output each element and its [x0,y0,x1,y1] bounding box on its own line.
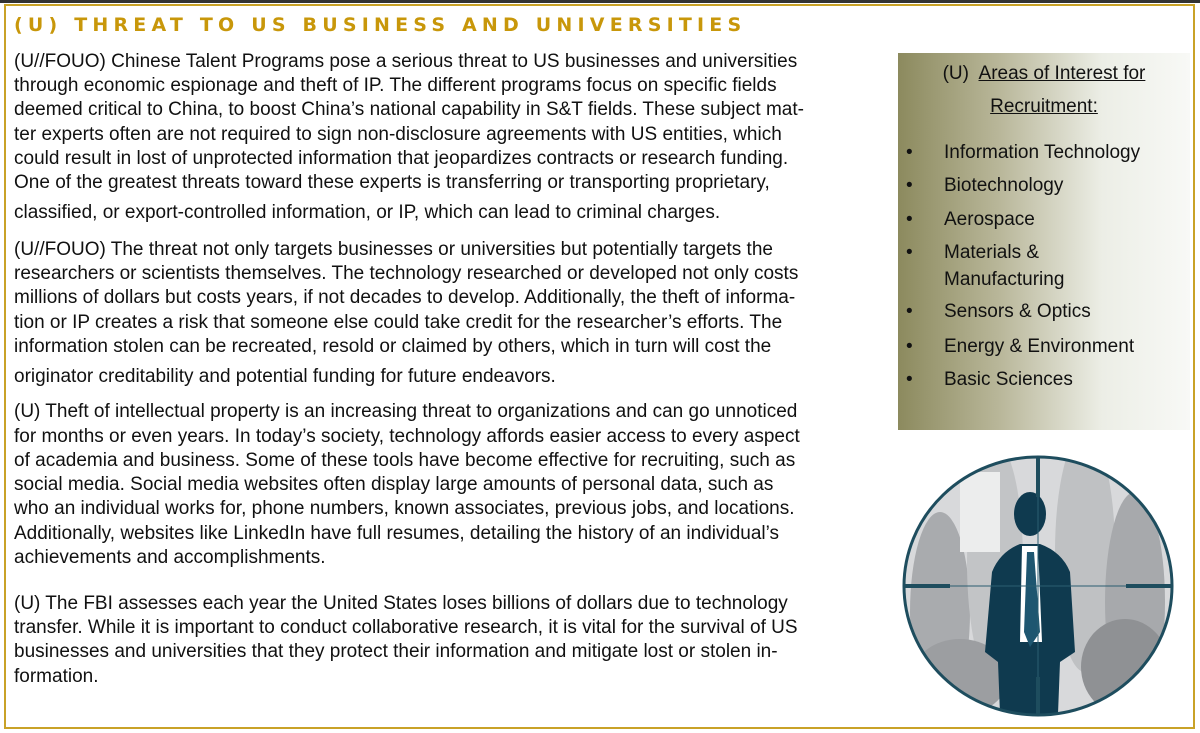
bullet-icon: • [906,301,913,322]
paragraph-3-line: (U) Theft of intellectual property is an increasing threat to organizations and can go unnoticed [14,401,798,422]
interest-area-item: Energy & Environment [944,336,1135,357]
bullet-icon: • [906,336,913,357]
interest-area-item: Aerospace [944,209,1035,230]
paragraph-2-line: information stolen can be recreated, resold or claimed by others, which in turn will cost the [14,336,772,357]
paragraph-3-line: Additionally, websites like LinkedIn have full resumes, detailing the history of an individual’s [14,523,780,544]
paragraph-3-line: social media. Social media websites often display large amounts of personal data, such as [14,474,774,495]
sidebar-heading [898,63,1190,85]
sidebar-heading-line1: Areas of Interest for [978,63,1146,84]
sidebar-prefix: (U) [942,63,969,84]
paragraph-1-line: One of the greatest threats toward these experts is transferring or transporting proprietary, [14,172,770,193]
bullet-icon: • [906,209,913,230]
paragraph-1-line: classified, or export-controlled information, or IP, which can lead to criminal charges. [14,202,721,223]
bullet-icon: • [906,142,913,163]
paragraph-1-line: (U//FOUO) Chinese Talent Programs pose a serious threat to US businesses and universities [14,51,798,72]
paragraph-4-line: formation. [14,666,99,687]
paragraph-3-line: of academia and business. Some of these tools have become effective for recruiting, such as [14,450,796,471]
crosshair-target-illustration [900,452,1176,718]
paragraph-2-line: researchers or scientists themselves. The technology researched or developed not only costs [14,263,799,284]
sidebar-heading-line2: Recruitment: [990,96,1098,117]
paragraph-4-line: (U) The FBI assesses each year the United States loses billions of dollars due to technology [14,593,788,614]
paragraph-3-line: achievements and accomplishments. [14,547,326,568]
paragraph-1-line: through economic espionage and theft of IP. The different programs focus on specific fields [14,75,777,96]
interest-area-item: Sensors & Optics [944,301,1091,322]
paragraph-1-line: deemed critical to China, to boost China’s national capability in S&T fields. These subject mat- [14,99,804,120]
paragraph-2-line: tion or IP creates a risk that someone else could take credit for the researcher’s efforts. The [14,312,783,333]
interest-area-item: Materials & [944,242,1040,263]
paragraph-3-line: who an individual works for, phone numbers, known associates, previous jobs, and locations. [14,498,795,519]
paragraph-2-line: (U//FOUO) The threat not only targets businesses or universities but potentially targets the [14,239,773,260]
section-title: (U) THREAT TO US BUSINESS AND UNIVERSITIES [14,14,747,36]
paragraph-2-line: millions of dollars but costs years, if not decades to develop. Additionally, the theft of informa- [14,287,796,308]
paragraph-1-line: ter experts often are not required to sign non-disclosure agreements with US entities, which [14,124,782,145]
interest-area-item: Manufacturing [944,269,1065,290]
areas-of-interest-box [898,53,1190,430]
bullet-icon: • [906,175,913,196]
paragraph-1-line: could result in lost of unprotected information that jeopardizes contracts or research funding. [14,148,789,169]
interest-area-item: Information Technology [944,142,1141,163]
paragraph-2-line: originator creditability and potential funding for future endeavors. [14,366,556,387]
sidebar-heading-2 [898,96,1190,118]
interest-area-item: Biotechnology [944,175,1064,196]
bullet-icon: • [906,369,913,390]
paragraph-4-line: businesses and universities that they protect their information and mitigate lost or stolen in- [14,641,778,662]
top-edge [0,0,1200,3]
bullet-icon: • [906,242,913,263]
paragraph-4-line: transfer. While it is important to conduct collaborative research, it is vital for the survival of US [14,617,798,638]
paragraph-3-line: for months or even years. In today’s society, technology affords easier access to every aspect [14,426,800,447]
interest-area-item: Basic Sciences [944,369,1073,390]
